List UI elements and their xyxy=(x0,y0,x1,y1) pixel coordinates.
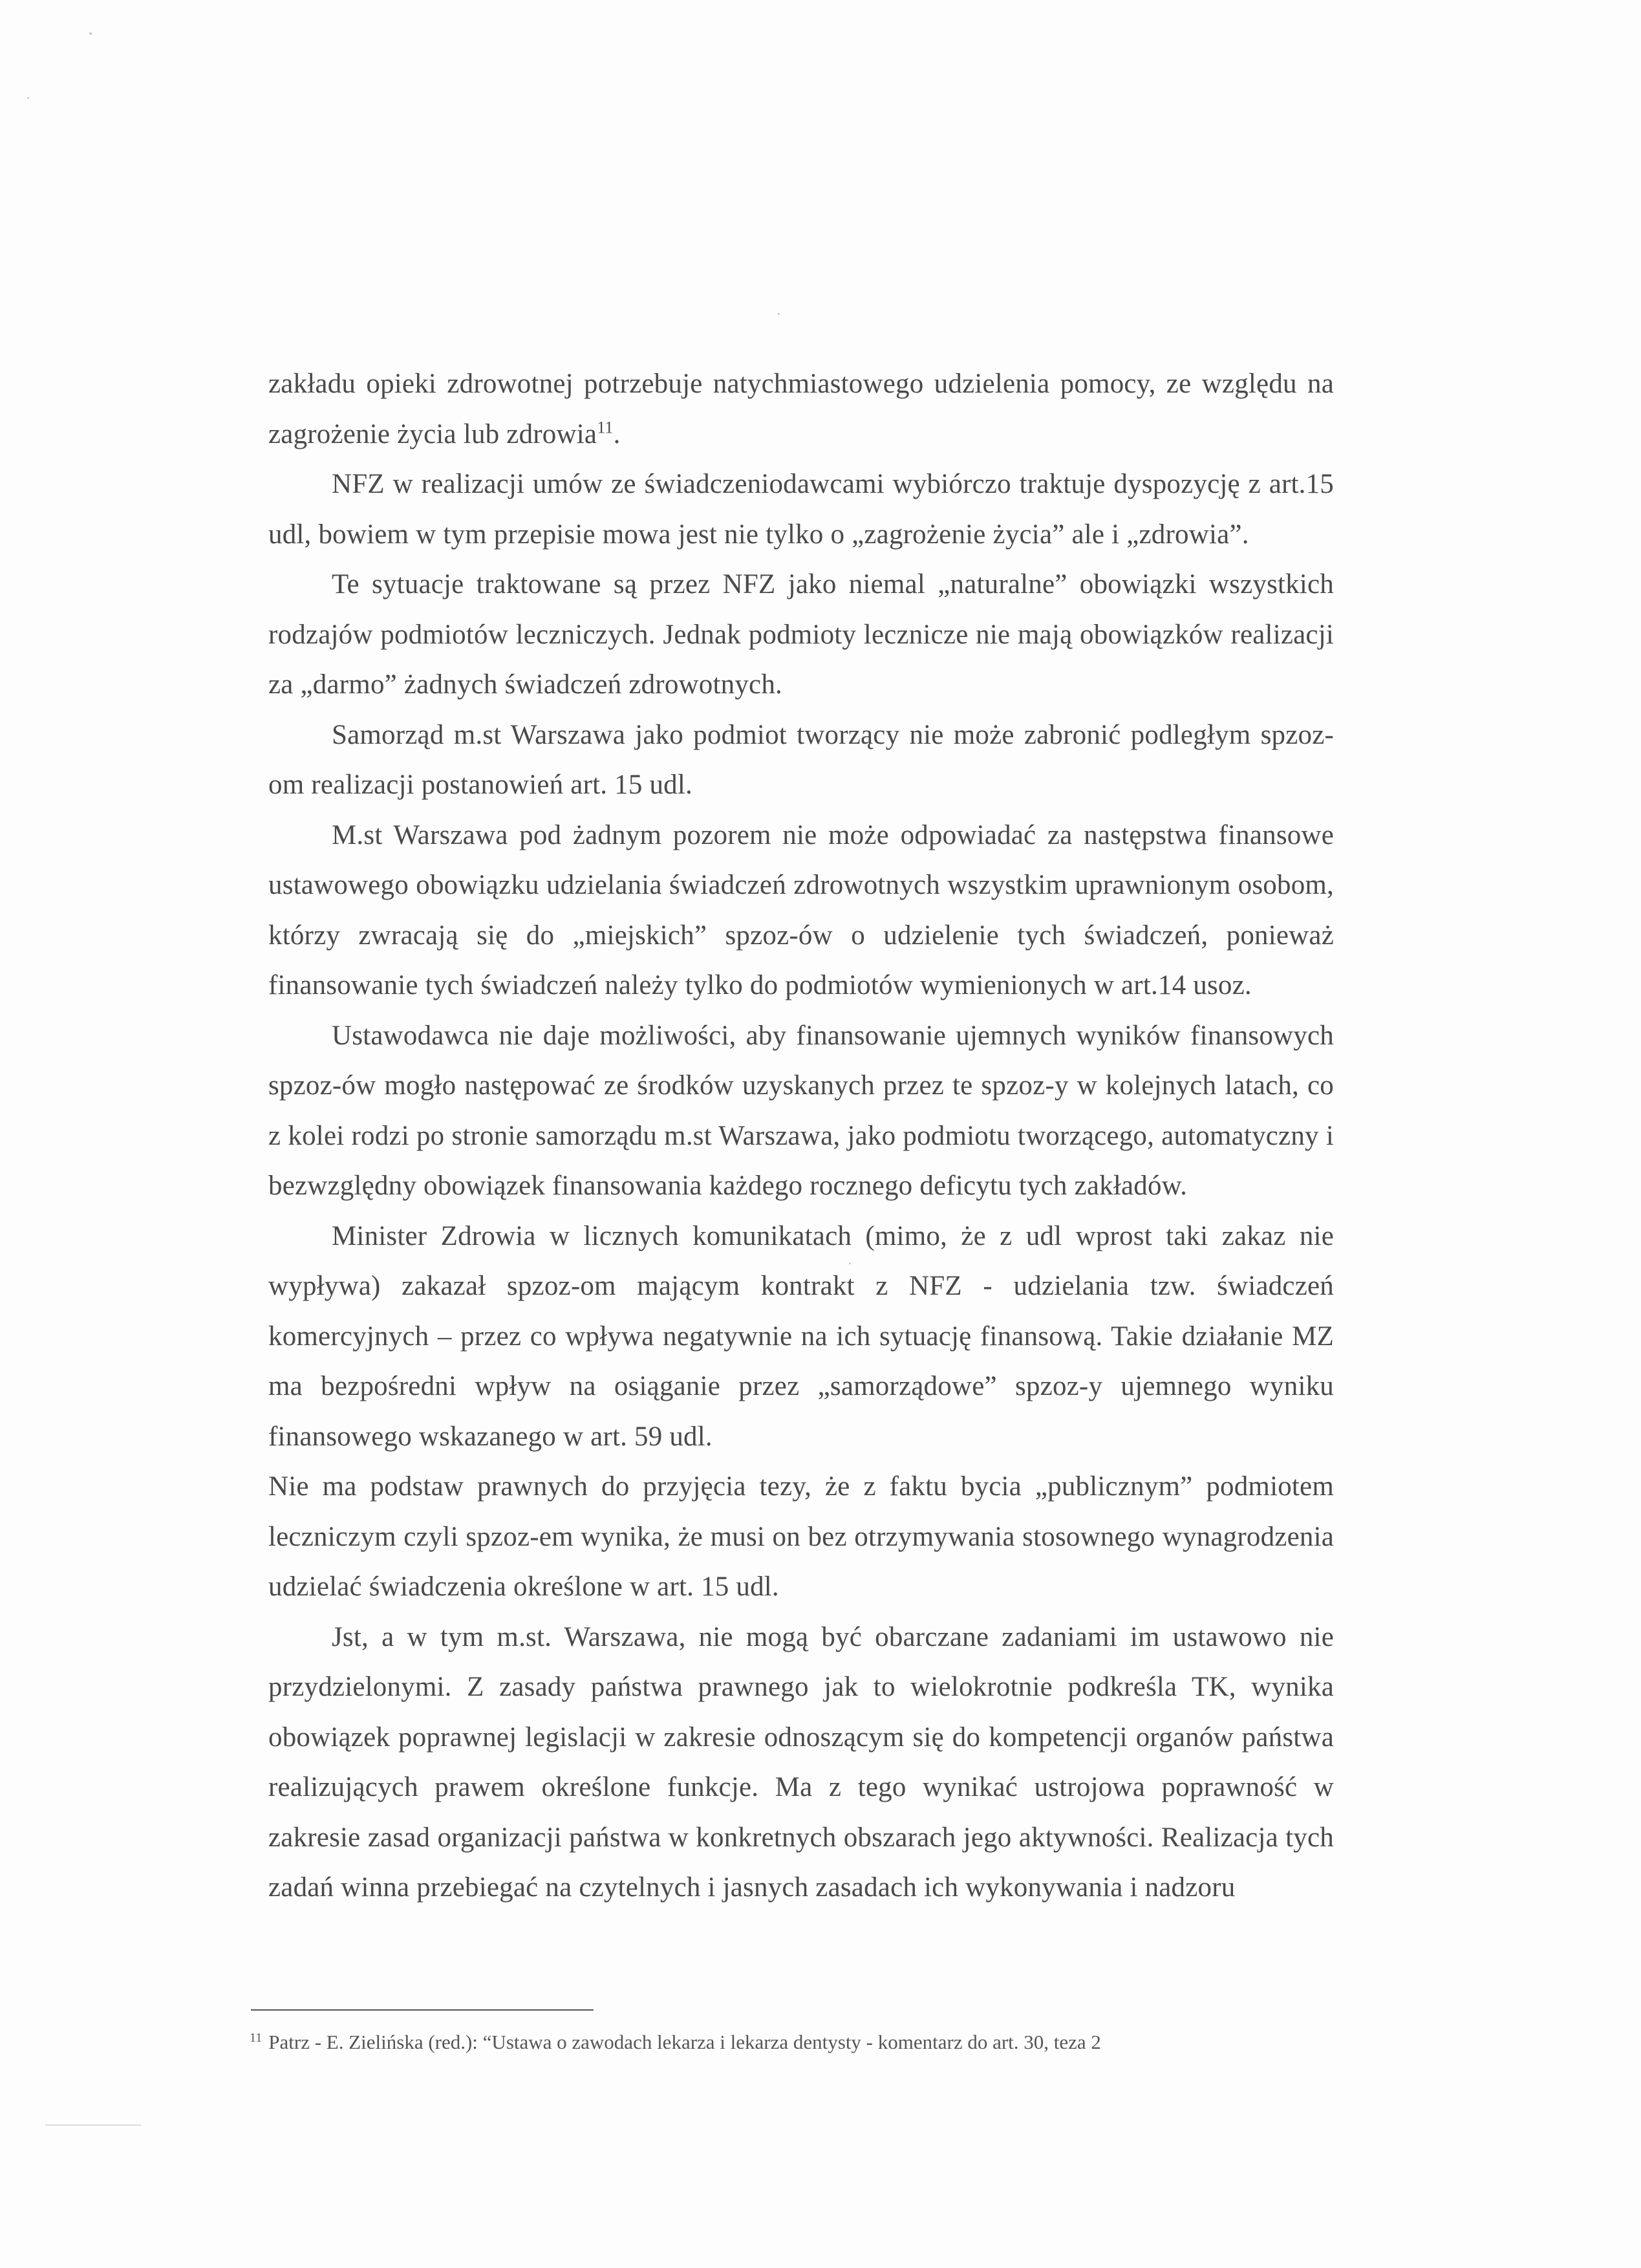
paragraph xyxy=(268,359,1334,459)
paragraph: Ustawodawca nie daje możliwości, aby finansowanie ujemnych wyników finansowych spzoz-ów mogło następować ze środków uzyskanych przez te spzoz-y w kolejnych latach, co z kolei rodzi po stronie samorządu m.st Warszawa, jako podmiotu tworzącego, automatyczny i bezwzględny obowiązek finansowania każdego rocznego deficytu tych zakładów. xyxy=(268,1020,1334,1201)
footnote-number: 11 xyxy=(250,2030,263,2045)
paragraph: Te sytuacje traktowane są przez NFZ jako niemal „naturalne” obowiązki wszystkich rodzajów podmiotów leczniczych. Jednak podmioty lecznicze nie mają obowiązków realizacji za „darmo” żadnych świadczeń zdrowotnych. xyxy=(268,569,1334,700)
footnote-text: Patrz - E. Zielińska (red.): “Ustawa o zawodach lekarza i lekarza dentysty - komentarz do art. 30, teza 2 xyxy=(268,2031,1101,2053)
paragraph: NFZ w realizacji umów ze świadczeniodawcami wybiórczo traktuje dyspozycję z art.15 udl, bowiem w tym przepisie mowa jest nie tylko o „zagrożenie życia” ale i „zdrowia”. xyxy=(268,469,1334,550)
paragraph: Nie ma podstaw prawnych do przyjęcia tezy, że z faktu bycia „publicznym” podmiotem leczniczym czyli spzoz-em wynika, że musi on bez otrzymywania stosownego wynagrodzenia udzielać świadczenia określone w art. 15 udl. xyxy=(268,1471,1334,1602)
scan-speck xyxy=(89,32,92,35)
scan-speck xyxy=(27,97,29,99)
scan-edge-line xyxy=(45,2124,141,2126)
paragraph-tail: . xyxy=(613,418,621,449)
footnote-separator xyxy=(251,2009,594,2011)
footnote xyxy=(250,2029,1349,2055)
paragraph: Samorząd m.st Warszawa jako podmiot tworzący nie może zabronić podległym spzoz-om realizacji postanowień art. 15 udl. xyxy=(268,719,1334,800)
paragraph: Jst, a w tym m.st. Warszawa, nie mogą być obarczane zadaniami im ustawowo nie przydzielonymi. Z zasady państwa prawnego jak to wielokrotnie podkreśla TK, wynika obowiązek poprawnej legislacji w zakresie odnoszącym się do kompetencji organów państwa realizujących prawem określone funkcje. Ma z tego wynikać ustrojowa poprawność w zakresie zasad organizacji państwa w konkretnych obszarach jego aktywności. Realizacja tych zadań winna przebiegać na czytelnych i jasnych zasadach ich wykonywania i nadzoru xyxy=(268,1621,1334,1903)
paragraph: M.st Warszawa pod żadnym pozorem nie może odpowiadać za następstwa finansowe ustawowego obowiązku udzielania świadczeń zdrowotnych wszystkim uprawnionym osobom, którzy zwracają się do „miejskich” spzoz-ów o udzielenie tych świadczeń, ponieważ finansowanie tych świadczeń należy tylko do podmiotów wymienionych w art.14 usoz. xyxy=(268,819,1334,1000)
paragraph: Minister Zdrowia w licznych komunikatach (mimo, że z udl wprost taki zakaz nie wypływa) zakazał spzoz-om mającym kontrakt z NFZ - udzielania tzw. świadczeń komercyjnych – przez co wpływa negatywnie na ich sytuację finansową. Takie działanie MZ ma bezpośredni wpływ na osiąganie przez „samorządowe” spzoz-y ujemnego wyniku finansowego wskazanego w art. 59 udl. xyxy=(268,1220,1334,1452)
body-text xyxy=(268,359,1334,1913)
footnote-reference: 11 xyxy=(597,418,614,437)
scan-speck xyxy=(778,313,780,315)
paragraph-text: zakładu opieki zdrowotnej potrzebuje natychmiastowego udzielenia pomocy, ze względu na zagrożenie życia lub zdrowia xyxy=(268,369,1334,449)
